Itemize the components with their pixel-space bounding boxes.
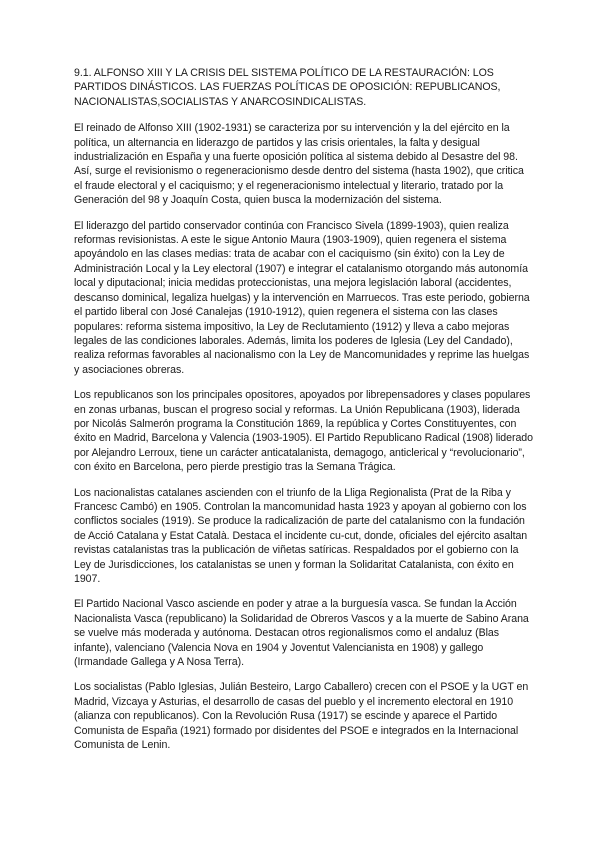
paragraph-socialistas: Los socialistas (Pablo Iglesias, Julián Besteiro, Largo Caballero) crecen con el PSOE y la UGT en Madrid, Vizcaya y Asturias, el desarrollo de casas del pueblo y el incremento electoral en 1910 (alianza con republicanos). Con la Revolución Rusa (1917) se escinde y aparece el Partido Comunista de España (1921) formado por disidentes del PSOE e integrados en la Internacional Comunista de Lenin. [74,681,529,752]
document-title: 9.1. ALFONSO XIII Y LA CRISIS DEL SISTEMA POLÍTICO DE LA RESTAURACIÓN: LOS PARTIDOS DINÁSTICOS. LAS FUERZAS POLÍTICAS DE OPOSICIÓN: REPUBLICANOS, NACIONALISTAS,SOCIALISTAS Y ANARCOSINDICALISTAS. [74,67,501,108]
paragraph-partido-nacional-vasco: El Partido Nacional Vasco asciende en poder y atrae a la burguesía vasca. Se fundan la Acción Nacionalista Vasca (republicano) la Solidaridad de Obreros Vascos y a la muerte de Sabino Arana se vuelve más moderada y autónoma. Destacan otros regionalismos como el andaluz (Blas infante), valenciano (Valencia Nova en 1904 y Joventut Valencianista en 1908) y gallego (Irmandade Gallega y A Nosa Terra). [74,598,529,669]
paragraph-republicanos: Los republicanos son los principales opositores, apoyados por librepensadores y clases populares en zonas urbanas, buscan el progreso social y reformas. La Unión Republicana (1903), liderada por Nicolás Salmerón programa la Constitución 1869, la república y Cortes Constituyentes, con éxito en Madrid, Barcelona y Valencia (1903-1905). El Partido Republicano Radical (1908) liderado por Alejandro Lerroux, tiene un carácter anticatalanista, demagogo, anticlerical y “revolucionario”, con éxito en Barcelona, pero pierde prestigio tras la Semana Trágica. [74,389,533,474]
paragraph-partido-conservador: El liderazgo del partido conservador continúa con Francisco Sivela (1899-1903), quien realiza reformas revisionistas. A este le sigue Antonio Maura (1903-1909), quien regenera el sistema apoyándolo en las clases medias: trata de acabar con el caciquismo (sin éxito) con la Ley de Administración Local y la Ley electoral (1907) e integrar el catalanismo otorgando más autonomía local y diputacional; inicia medidas proteccionistas, una mejora legislación laboral (accidentes, descanso dominical, legaliza huelgas) y la intervención en Marruecos. Tras este periodo, gobierna el partido liberal con José Canalejas (1910-1912), quien regenera el sistema con las clases populares: reforma sistema impositivo, la Ley de Reclutamiento (1912) y lleva a cabo mejoras legales de las condiciones laborales. Además, limita los poderes de Iglesia (Ley del Candado), realiza reformas favorables al nacionalismo con la Ley de Mancomunidades y reprime las huelgas y asociaciones obreras. [74,219,530,376]
document-page [74,66,534,763]
paragraph-nacionalistas-catalanes: Los nacionalistas catalanes ascienden con el triunfo de la Lliga Regionalista (Prat de la Riba y Francesc Cambó) en 1905. Controlan la mancomunidad hasta 1923 y apoyan al gobierno con los conflictos sociales (1919). Se produce la radicalización de parte del catalanismo con la fundación de Acció Catalana y Estat Català. Destaca el incidente cu-cut, donde, oficiales del ejército asaltan revistas catalanistas tras la publicación de viñetas satíricas. Respaldados por el gobierno con la Ley de Jurisdicciones, los catalanistas se unen y forman la Solidaritat Catalanista, con éxito en 1907. [74,486,528,585]
paragraph-reinado: El reinado de Alfonso XIII (1902-1931) se caracteriza por su intervención y la del ejército en la política, un alternancia en liderazgo de partidos y las crisis orientales, la falta y desigual industrialización en España y una fuerte oposición política al sistema debido al Desastre del 98. Así, surge el revisionismo o regeneracionismo desde dentro del sistema (hasta 1902), que critica el fraude electoral y el caciquismo; y el regeneracionismo intelectual y literario, tratado por la Generación del 98 y Joaquín Costa, quien busca la modernización del sistema. [74,122,524,207]
